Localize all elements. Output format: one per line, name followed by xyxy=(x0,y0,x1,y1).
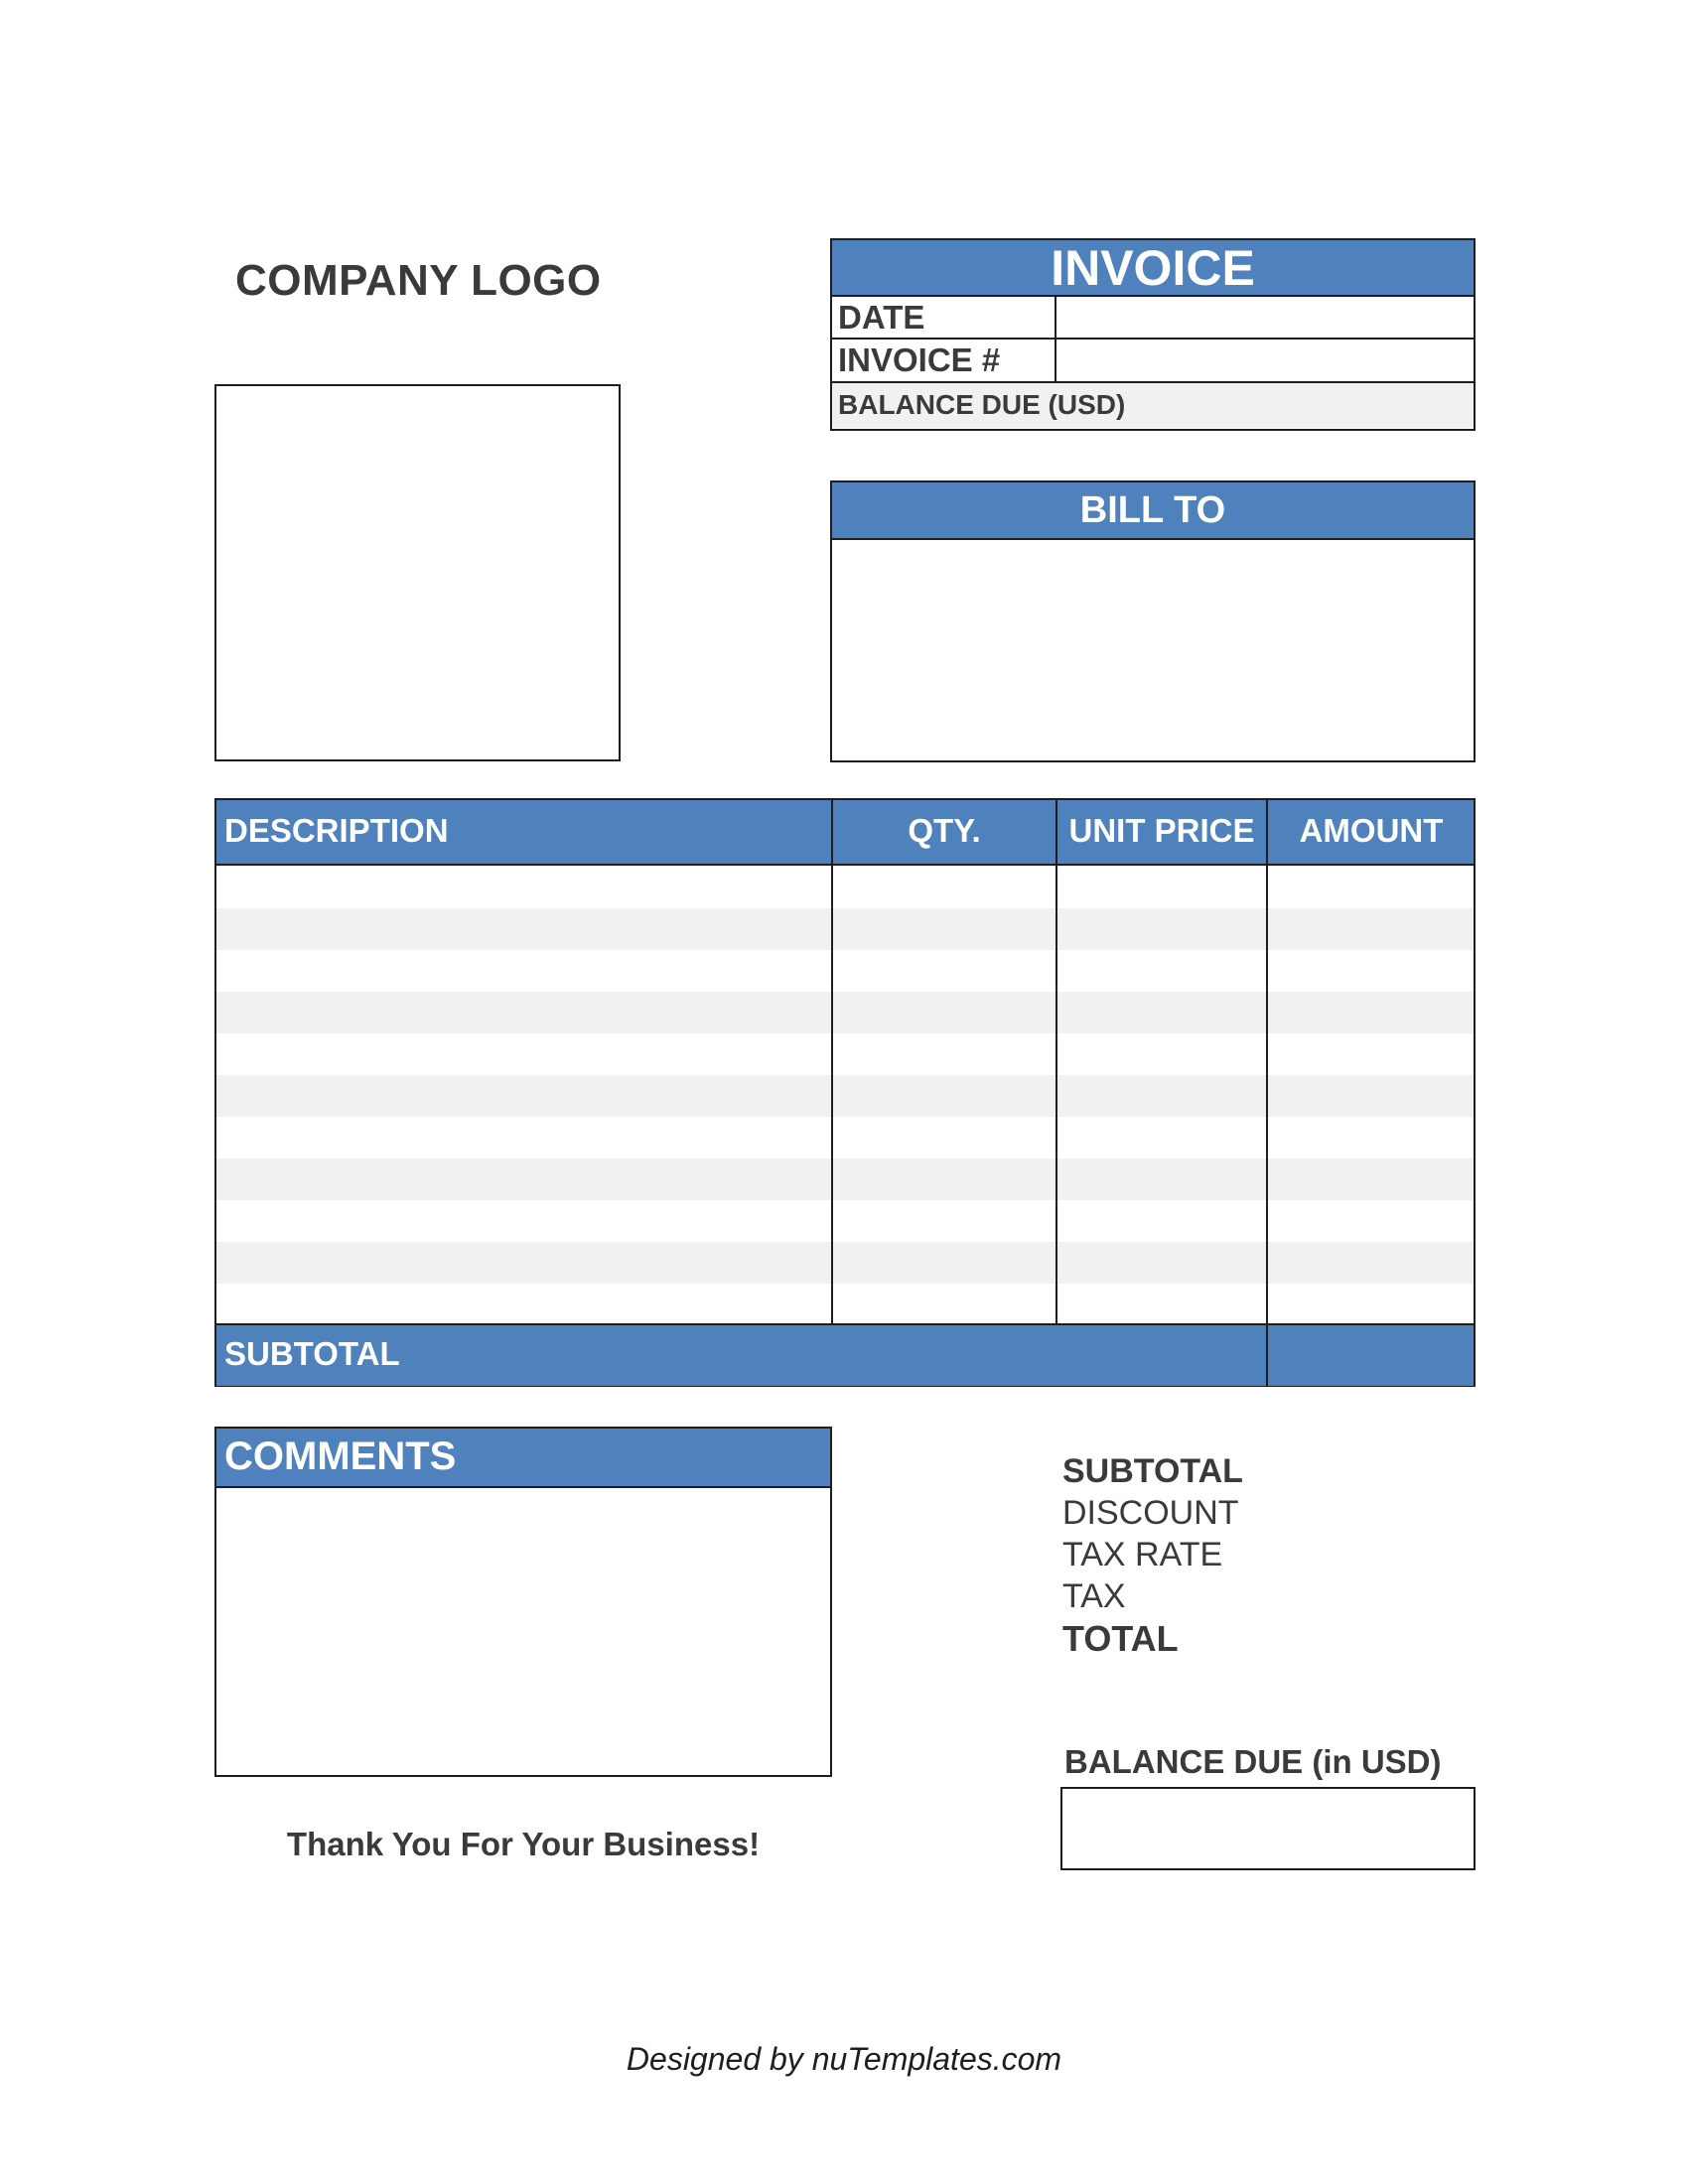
invoice-balance-row xyxy=(832,383,1474,428)
table-row[interactable] xyxy=(216,1159,1474,1200)
summary-subtotal-label: SUBTOTAL xyxy=(1062,1452,1243,1490)
column-divider xyxy=(1266,800,1268,1323)
table-row[interactable] xyxy=(216,908,1474,950)
items-subtotal-bar xyxy=(216,1323,1474,1386)
designer-credit: Designed by nuTemplates.com xyxy=(626,2041,1062,2077)
table-row[interactable] xyxy=(216,1242,1474,1284)
invoice-title: INVOICE xyxy=(832,240,1474,297)
bill-to-title: BILL TO xyxy=(832,482,1474,540)
thank-you-note: Thank You For Your Business! xyxy=(286,1826,761,1862)
column-header-description: DESCRIPTION xyxy=(224,812,449,849)
company-logo-title: COMPANY LOGO xyxy=(235,256,602,305)
invoice-info-box xyxy=(830,238,1476,431)
column-divider xyxy=(1055,800,1057,1323)
column-header-qty: QTY. xyxy=(908,812,981,849)
invoice-balance-label: BALANCE DUE (USD) xyxy=(838,389,1126,420)
column-header-unit-price: UNIT PRICE xyxy=(1068,812,1255,849)
invoice-number-row xyxy=(832,340,1474,383)
logo-placeholder-box[interactable] xyxy=(214,384,621,761)
invoice-number-divider xyxy=(1055,340,1056,381)
invoice-date-row xyxy=(832,297,1474,340)
invoice-number-label: INVOICE # xyxy=(838,341,1001,378)
column-header-amount: AMOUNT xyxy=(1299,812,1444,849)
table-row[interactable] xyxy=(216,992,1474,1033)
summary-total-label: TOTAL xyxy=(1062,1618,1179,1659)
items-table-header xyxy=(216,800,1474,866)
summary-tax-rate-label: TAX RATE xyxy=(1062,1536,1223,1573)
table-row[interactable] xyxy=(216,1075,1474,1117)
summary-tax-label: TAX xyxy=(1062,1577,1126,1615)
items-table xyxy=(214,798,1476,1387)
comments-title: COMMENTS xyxy=(216,1429,830,1488)
items-subtotal-label: SUBTOTAL xyxy=(224,1335,400,1372)
invoice-date-label: DATE xyxy=(838,299,925,336)
balance-due-box[interactable] xyxy=(1060,1787,1476,1870)
bill-to-box[interactable] xyxy=(830,480,1476,762)
subtotal-value-divider xyxy=(1266,1325,1268,1386)
balance-due-label: BALANCE DUE (in USD) xyxy=(1064,1743,1442,1780)
column-divider xyxy=(831,800,833,1323)
invoice-date-divider xyxy=(1055,297,1056,338)
summary-discount-label: DISCOUNT xyxy=(1062,1494,1239,1532)
comments-box[interactable] xyxy=(214,1427,832,1777)
